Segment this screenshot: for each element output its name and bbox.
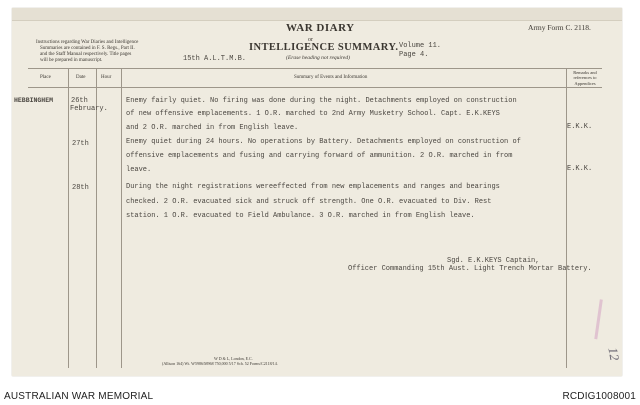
printer-imprint: W D & L, London, E.C. <box>214 356 253 361</box>
column-header-date: Date <box>76 75 86 80</box>
diary-page <box>12 8 622 376</box>
unit-name: 15th A.L.T.M.B. <box>183 55 247 63</box>
entry-line: offensive emplacements and fusing and carrying forward of ammunition. 2 O.R. marched in from <box>126 152 513 160</box>
signature-line: Sgd. E.K.KEYS Captain, <box>447 257 540 265</box>
footer-record-id: RCDIG1008001 <box>562 391 636 402</box>
entry-remark: E.K.K. <box>567 165 593 173</box>
volume-number: Volume 11. <box>399 42 442 50</box>
column-divider <box>68 68 69 368</box>
column-divider <box>121 68 122 368</box>
signature-line: Officer Commanding 15th Aust. Light Trench Mortar Battery. <box>348 265 592 273</box>
title-war-diary: WAR DIARY <box>286 22 355 34</box>
entry-line: checked. 2 O.R. evacuated sick and struck off strength. One O.R. evacuated to Div. Rest <box>126 198 492 206</box>
column-header-remarks: Remarks and references to Appendices <box>573 70 597 86</box>
title-subnote: (Erase heading not required) <box>286 55 350 61</box>
entry-month: February. <box>70 105 108 113</box>
instructions-line: will be prepared in manuscript. <box>40 58 103 63</box>
archive-footer <box>0 388 640 405</box>
title-or: or <box>308 37 313 43</box>
title-intelligence-summary: INTELLIGENCE SUMMARY. <box>249 42 399 53</box>
form-number: Army Form C. 2118. <box>528 23 591 32</box>
instructions-line: and the Staff Manual respectively. Title pages <box>40 52 132 57</box>
entry-line: Enemy quiet during 24 hours. No operations by Battery. Detachments employed on construction of <box>126 138 521 146</box>
entry-line: and 2 O.R. marched in from English leave. <box>126 124 299 132</box>
column-divider <box>566 68 567 368</box>
header-top-rule <box>28 68 602 69</box>
instructions-line: Summaries are contained in F. S. Regs., Part II. <box>40 46 135 51</box>
instructions-line: Instructions regarding War Diaries and Intelligence <box>36 40 139 45</box>
entry-line: During the night registrations wereeffected from new emplacements and ranges and bearings <box>126 183 500 191</box>
column-header-place: Place <box>40 75 51 80</box>
entry-date: 28th <box>72 184 89 192</box>
entry-date: 26th <box>71 97 88 105</box>
entry-remark: E.K.K. <box>567 123 593 131</box>
column-header-hour: Hour <box>101 75 112 80</box>
footer-institution: AUSTRALIAN WAR MEMORIAL <box>4 391 154 402</box>
entry-line: station. 1 O.R. evacuated to Field Ambulance. 3 O.R. marched in from English leave. <box>126 212 475 220</box>
column-divider <box>96 68 97 368</box>
entry-line: of new offensive emplacements. 1 O.R. marched to 2nd Army Musketry School. Capt. E.K.KEYS <box>126 110 500 118</box>
page-top-edge <box>12 8 622 21</box>
entry-line: leave. <box>126 166 152 174</box>
handwritten-page-number: 12 <box>605 346 623 362</box>
header-bottom-rule <box>28 87 602 88</box>
column-header-summary: Summary of Events and Information <box>294 75 368 80</box>
entry-date: 27th <box>72 140 89 148</box>
page-number: Page 4. <box>399 51 429 59</box>
entry-place: HEBBINGHEM <box>14 97 54 104</box>
printer-imprint: (Allison 164) Wt. W5986/M968 750,000 5/17 Sch. 52 Forms/C2118/14. <box>162 361 278 366</box>
entry-line: Enemy fairly quiet. No firing was done during the night. Detachments employed on construction <box>126 97 517 105</box>
